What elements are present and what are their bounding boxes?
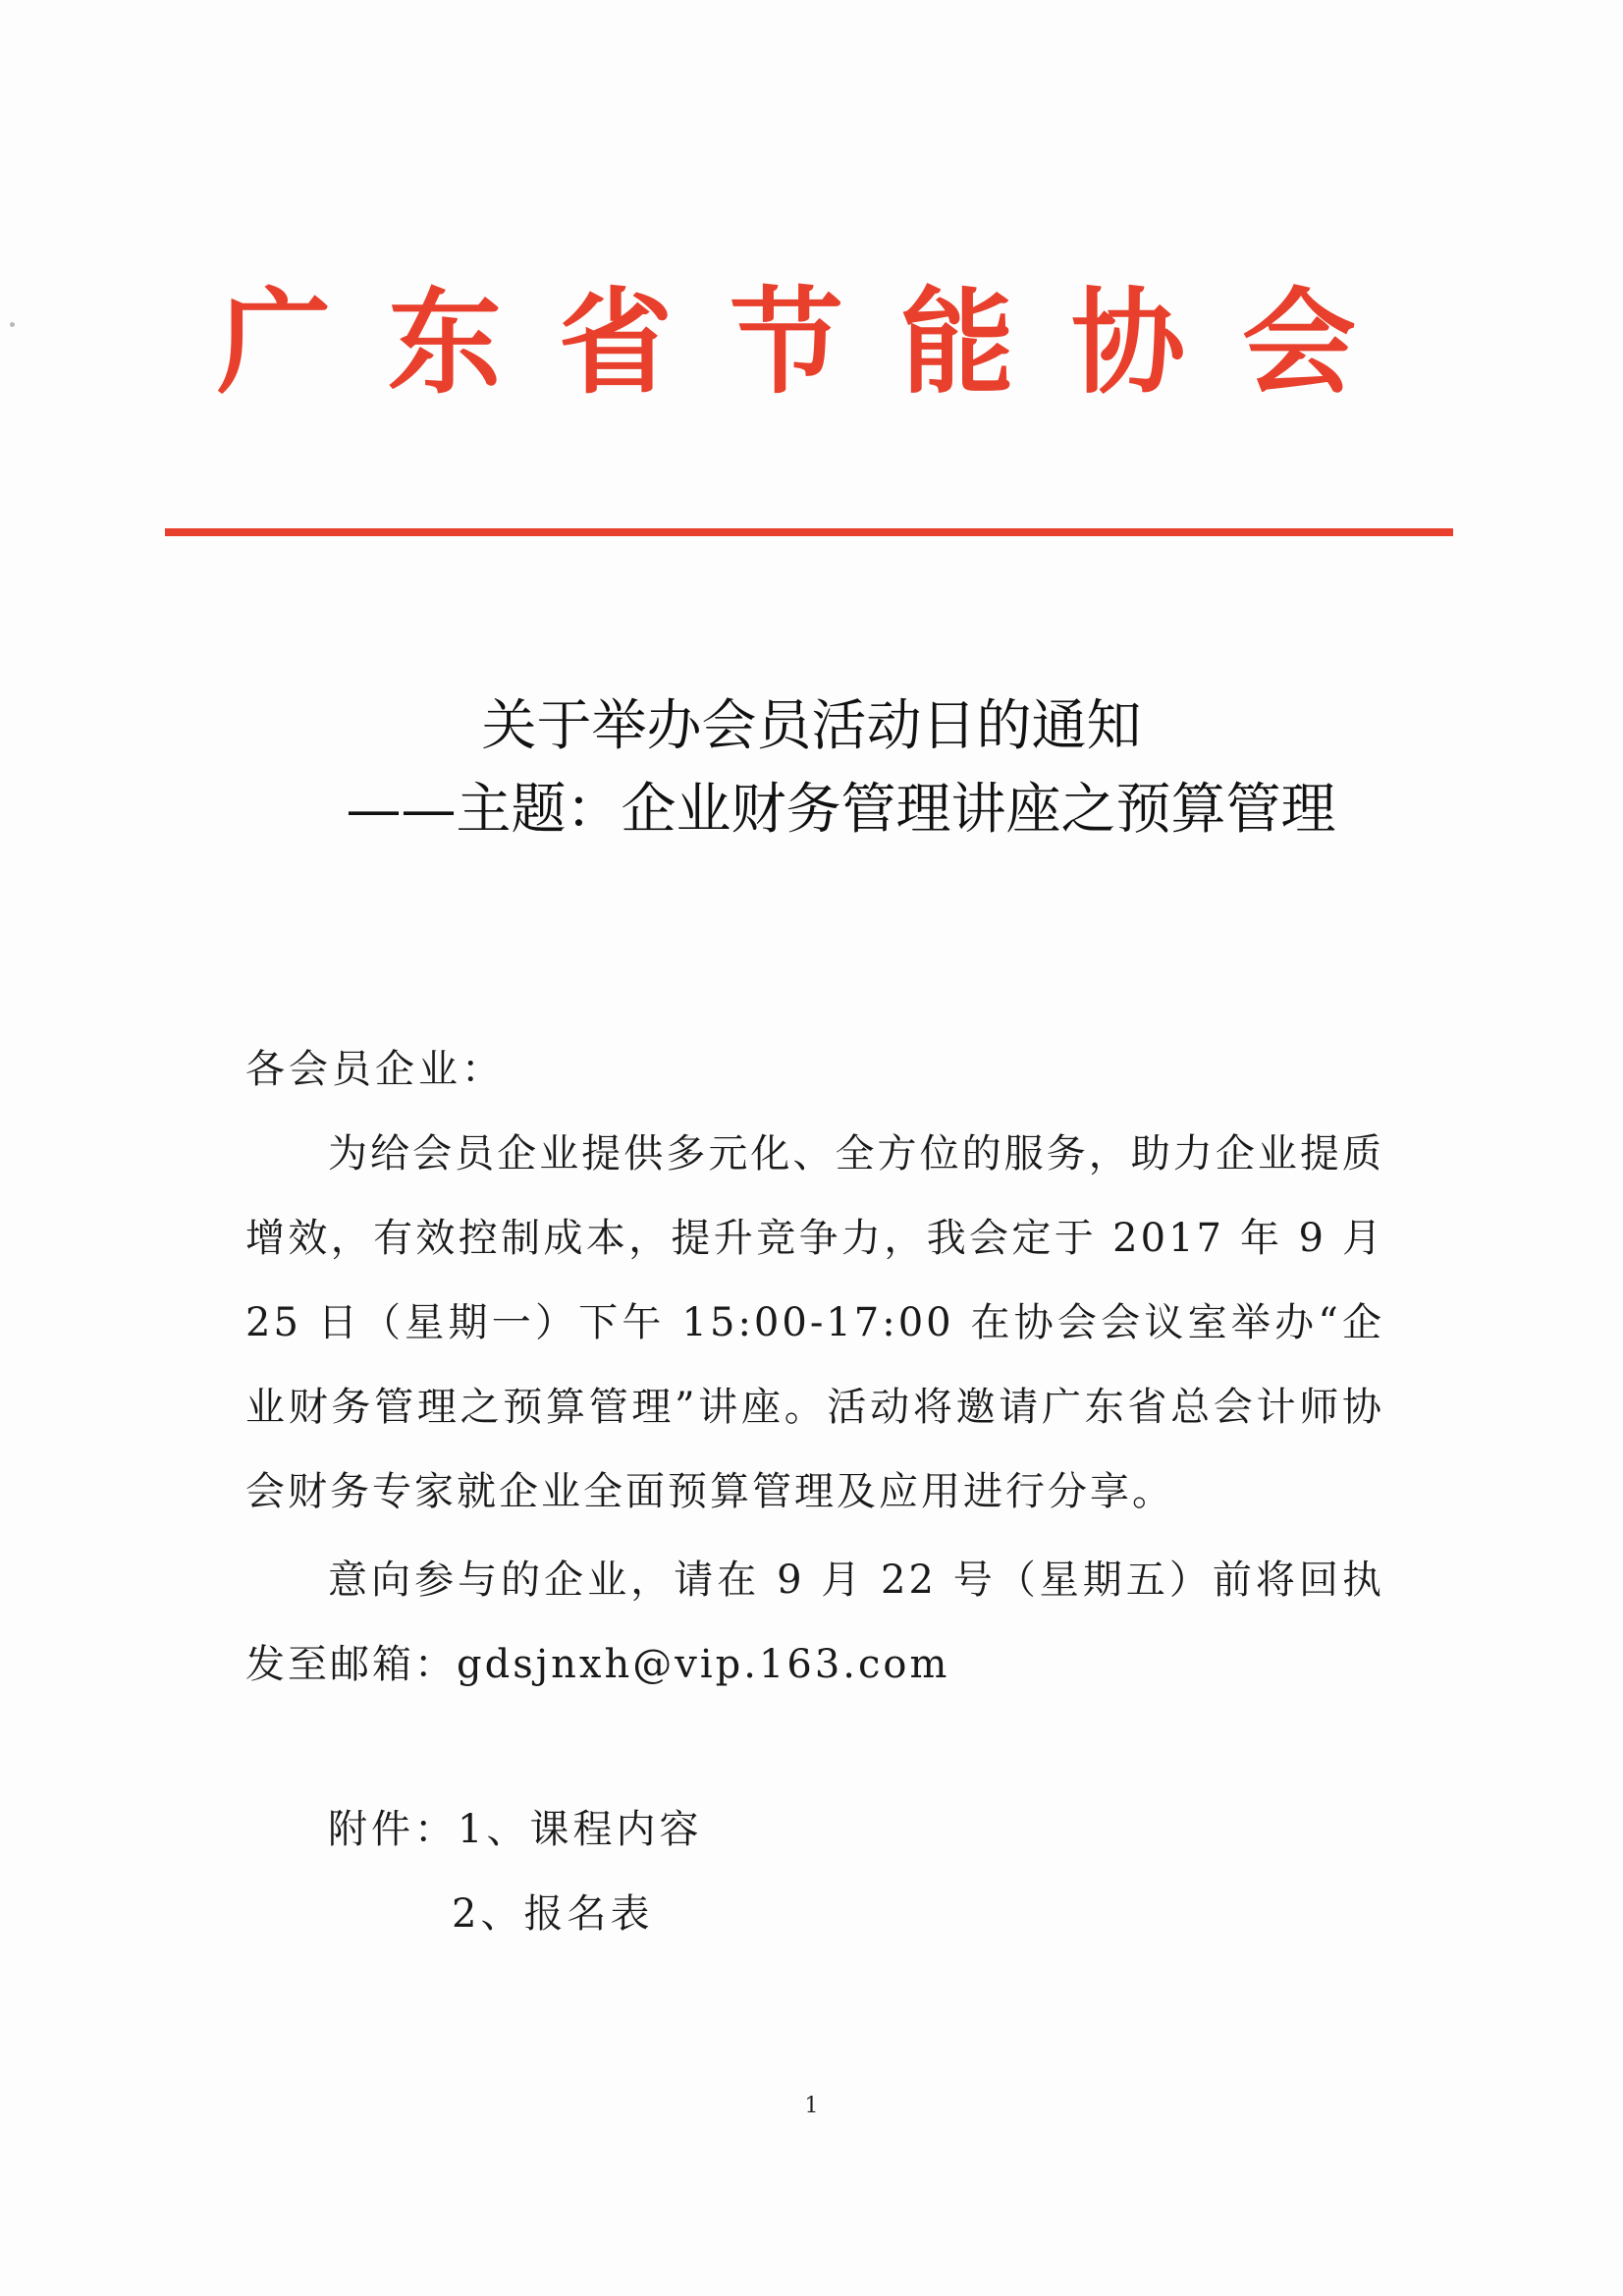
attachment-line-2: 2、报名表 [452,1891,654,1937]
attachment-line-1: 附件：1、课程内容 [328,1807,703,1852]
body-paragraph-1: 为给会员企业提供多元化、全方位的服务，助力企业提质增效，有效控制成本，提升竞争力，我会定于 2017 年 9 月 25 日（星期一）下午 15:00-17:00 在协会会议室举办“企业财务管理之预算管理”讲座。活动将邀请广东省总会计师协会财务专家就企业全面预算管理及应用进行分享。 [245,1131,1384,1514]
organization-letterhead: 广东省节能协会 [217,277,1413,410]
page-number: 1 [804,2094,819,2118]
salutation: 各会员企业： [245,1047,505,1092]
notice-subtitle: ——主题：企业财务管理讲座之预算管理 [346,778,1336,842]
body-paragraph-2: 意向参与的企业，请在 9 月 22 号（星期五）前将回执发至邮箱：gdsjnxh@vip.163.com [245,1558,1384,1687]
notice-title: 关于举办会员活动日的通知 [481,694,1142,758]
scan-speck [10,322,15,327]
letterhead-red-rule [165,528,1453,536]
